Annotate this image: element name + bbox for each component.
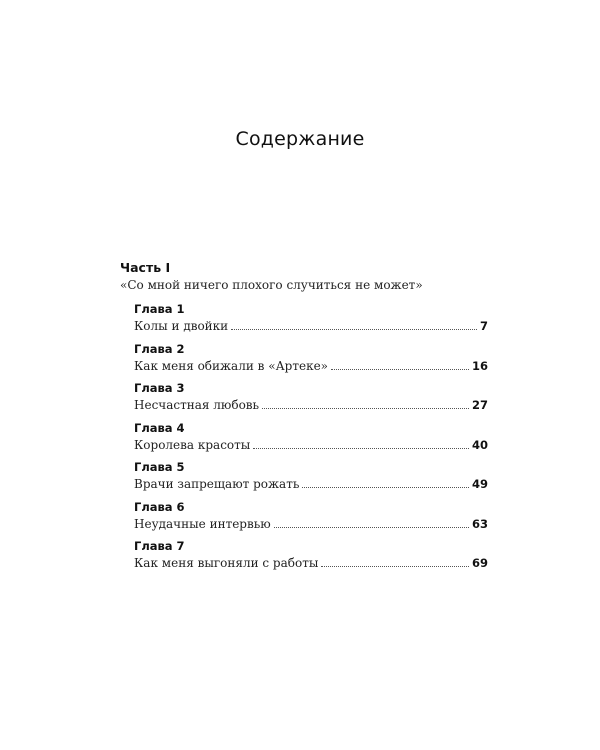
chapter-label: Глава 3 — [134, 381, 185, 395]
dot-leader — [302, 486, 469, 488]
dot-leader — [321, 565, 469, 567]
page-title: Содержание — [235, 128, 365, 150]
chapter-name: Врачи запрещают рожать — [134, 477, 300, 491]
chapter-entry-2[interactable] — [134, 342, 488, 382]
chapter-label: Глава 2 — [134, 341, 185, 356]
chapter-label: Глава 6 — [134, 499, 185, 514]
dot-leader — [274, 526, 469, 528]
chapter-entry-1[interactable] — [134, 302, 488, 342]
chapter-page-number: 49 — [471, 477, 488, 491]
chapter-label: Глава 4 — [134, 420, 185, 435]
chapter-page-number: 63 — [471, 516, 488, 531]
chapter-page-number: 16 — [471, 358, 488, 373]
dot-leader — [262, 407, 469, 409]
chapter-name: Как меня обижали в «Артеке» — [134, 358, 329, 373]
part-subtitle: «Со мной ничего плохого случиться не может» — [120, 278, 423, 292]
chapter-list — [134, 302, 488, 579]
chapter-label: Глава 5 — [134, 460, 185, 474]
chapter-entry-4[interactable] — [134, 421, 488, 461]
chapter-page-number: 40 — [471, 437, 488, 452]
chapter-entry-6[interactable] — [134, 500, 488, 540]
chapter-name: Как меня выгоняли с работы — [134, 556, 319, 570]
chapter-name: Несчастная любовь — [134, 398, 260, 412]
chapter-name: Королева красоты — [134, 437, 251, 452]
chapter-entry-7[interactable] — [134, 539, 488, 579]
chapter-label: Глава 7 — [134, 539, 185, 553]
chapter-page-number: 7 — [479, 319, 488, 333]
chapter-name: Колы и двойки — [134, 319, 229, 333]
chapter-name: Неудачные интервью — [134, 516, 271, 531]
dot-leader — [331, 368, 469, 370]
chapter-page-number: 27 — [471, 398, 488, 412]
chapter-entry-5[interactable] — [134, 460, 488, 500]
dot-leader — [231, 328, 477, 330]
chapter-label: Глава 1 — [134, 302, 185, 316]
chapter-page-number: 69 — [471, 556, 488, 570]
part-heading: Часть I — [120, 260, 171, 275]
chapter-entry-3[interactable] — [134, 381, 488, 421]
dot-leader — [253, 447, 469, 449]
